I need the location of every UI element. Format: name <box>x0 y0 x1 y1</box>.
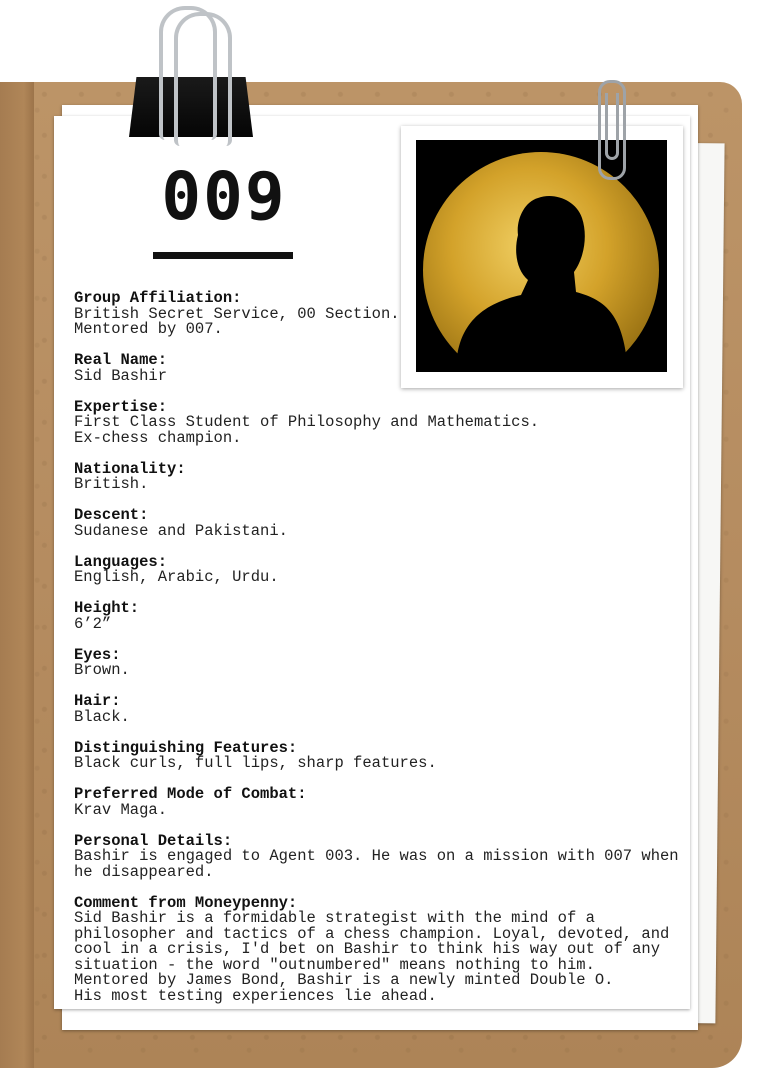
field-label: Descent: <box>74 506 149 524</box>
field-value: Brown. <box>74 661 130 679</box>
field-distinguishing-features <box>74 738 684 772</box>
field-height <box>74 601 684 632</box>
field-moneypenny-comment <box>74 893 684 1005</box>
field-expertise <box>74 397 684 447</box>
agent-number-title: 009 <box>161 158 287 235</box>
field-personal-details <box>74 831 684 881</box>
field-label: Hair: <box>74 692 121 710</box>
field-value: Sudanese and Pakistani. <box>74 521 288 540</box>
field-label: Personal Details: <box>74 831 233 850</box>
field-label: Eyes: <box>74 645 121 664</box>
field-combat-mode <box>74 787 684 818</box>
field-value: Sid Bashir is a formidable strategist with the mind of a philosopher and tactics of a chess champion. Loyal, devoted, and cool in a crisis, I'd bet on Bashir to think his way out of any situation - the word "outnumbered" means nothing to him. Mentored by James Bond, Bashir is a newly minted Double O. His most testing experiences lie ahead. <box>74 909 670 1005</box>
field-languages <box>74 552 684 586</box>
paperclip-icon <box>598 80 626 180</box>
field-label: Distinguishing Features: <box>74 738 298 757</box>
field-value: Black. <box>74 707 130 726</box>
field-nationality <box>74 459 684 493</box>
field-value: Sid Bashir <box>74 366 168 385</box>
field-value: First Class Student of Philosophy and Mathematics. Ex-chess champion. <box>74 413 540 447</box>
field-label: Real Name: <box>74 351 168 369</box>
field-label: Expertise: <box>74 397 168 416</box>
field-label: Group Affiliation: <box>74 289 242 307</box>
title-underline <box>153 252 293 259</box>
field-value: British. <box>74 475 149 493</box>
field-value: 6’2” <box>74 614 112 633</box>
field-label: Height: <box>74 599 140 617</box>
field-eyes <box>74 645 684 679</box>
folder-spine <box>0 82 34 1068</box>
field-group-affiliation <box>74 291 684 338</box>
field-descent <box>74 508 684 539</box>
field-value: English, Arabic, Urdu. <box>74 568 279 586</box>
field-label: Nationality: <box>74 459 186 478</box>
field-hair <box>74 694 684 725</box>
field-label: Languages: <box>74 552 168 571</box>
field-value: Krav Maga. <box>74 800 168 819</box>
field-value: British Secret Service, 00 Section. Mentored by 007. <box>74 304 400 338</box>
field-value: Black curls, full lips, sharp features. <box>74 754 437 772</box>
field-value: Bashir is engaged to Agent 003. He was on a mission with 007 when he disappeared. <box>74 847 679 881</box>
field-real-name <box>74 353 684 384</box>
dossier-fields <box>74 291 684 1020</box>
field-label: Comment from Moneypenny: <box>74 893 298 912</box>
field-label: Preferred Mode of Combat: <box>74 785 307 803</box>
binder-clip-wire <box>174 12 232 146</box>
